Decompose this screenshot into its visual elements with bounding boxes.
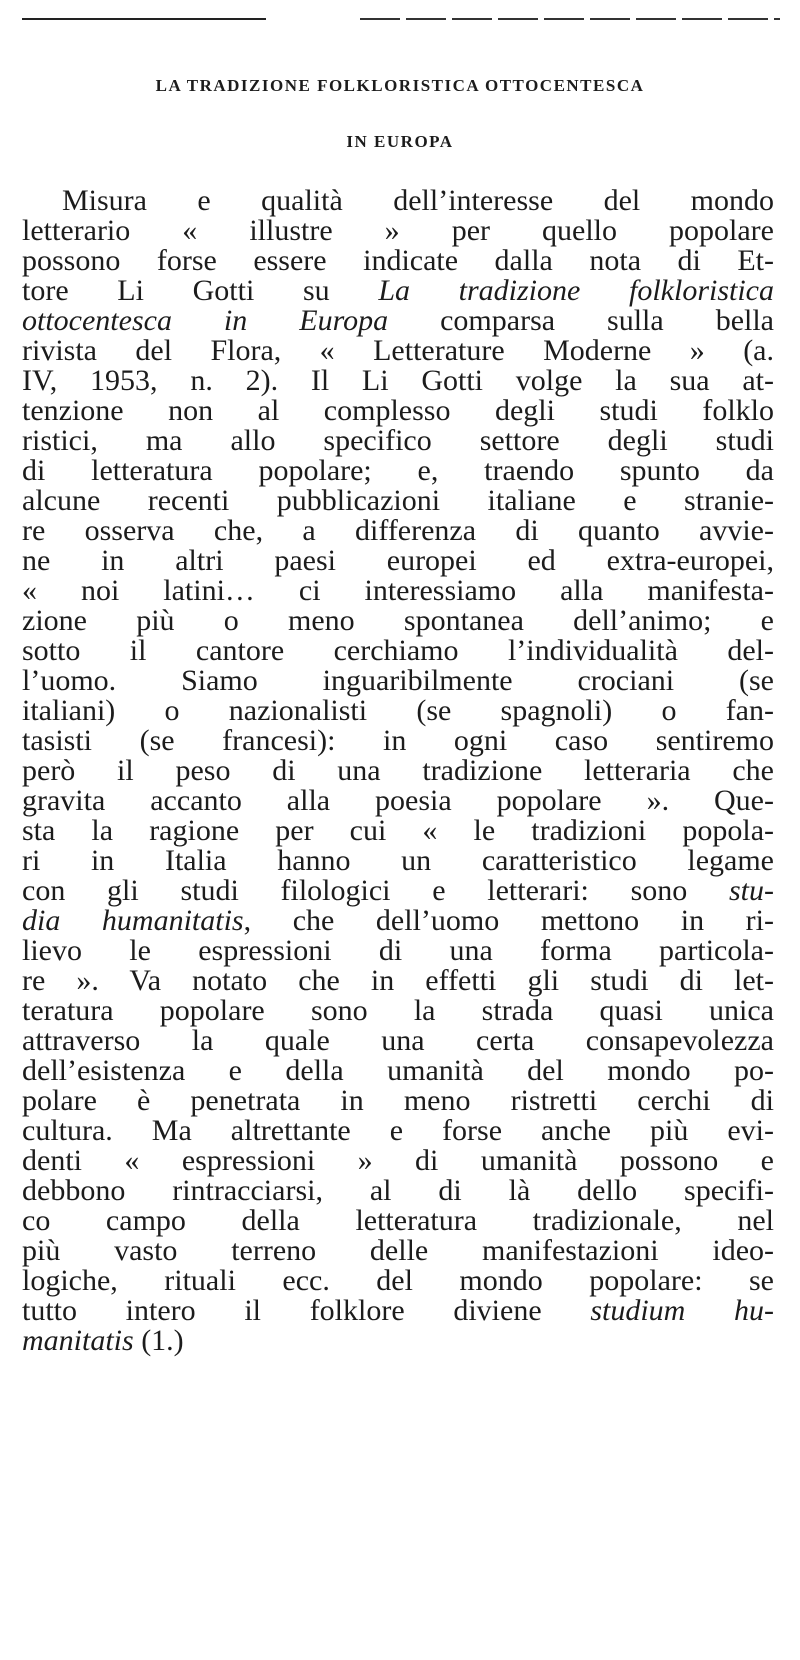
text-line [22, 516, 774, 546]
text-span: possono forse essere indicate dalla nota di Et- [22, 244, 774, 277]
text-line [22, 816, 774, 846]
text-line [22, 726, 774, 756]
text-line [22, 936, 774, 966]
text-span: polare è penetrata in meno ristretti cerchi di [22, 1084, 774, 1117]
text-line [22, 1056, 774, 1086]
text-line [22, 966, 774, 996]
italic-text-span: studium hu- [590, 1294, 775, 1327]
text-span: però il peso di una tradizione letteraria che [22, 754, 774, 787]
text-span: letterario « illustre » per quello popolare [22, 214, 774, 247]
body-paragraph [22, 186, 774, 1356]
italic-text-span: stu- [729, 874, 774, 907]
text-span: cultura. Ma altrettante e forse anche più evi- [22, 1114, 774, 1147]
text-span: tenzione non al complesso degli studi folklo [22, 394, 774, 427]
italic-text-span: ottocentesca in Europa [22, 304, 389, 337]
text-line [22, 756, 774, 786]
text-span: teratura popolare sono la strada quasi unica [22, 994, 774, 1027]
text-line [22, 576, 774, 606]
text-line [22, 1086, 774, 1116]
text-line [22, 786, 774, 816]
text-line [22, 396, 774, 426]
text-span: sotto il cantore cerchiamo l’individualità del- [22, 634, 774, 667]
text-line [22, 1116, 774, 1146]
text-line [22, 606, 774, 636]
text-span: debbono rintracciarsi, al di là dello specifi- [22, 1174, 774, 1207]
text-span: tasisti (se francesi): in ogni caso sentiremo [22, 724, 774, 757]
text-span: alcune recenti pubblicazioni italiane e stranie- [22, 484, 774, 517]
text-line [22, 546, 774, 576]
text-span: lievo le espressioni di una forma particola- [22, 934, 774, 967]
text-span: più vasto terreno delle manifestazioni ideo- [22, 1234, 774, 1267]
text-span: logiche, rituali ecc. del mondo popolare: se [22, 1264, 774, 1297]
text-span: denti « espressioni » di umanità possono e [22, 1144, 774, 1177]
top-rule-right [360, 18, 780, 20]
text-span: di letteratura popolare; e, traendo spunto da [22, 454, 774, 487]
top-rule-left [22, 18, 266, 20]
text-span: attraverso la quale una certa consapevolezza [22, 1024, 774, 1057]
text-line [22, 456, 774, 486]
text-line [22, 306, 774, 336]
text-span: Misura e qualità dell’interesse del mondo [62, 184, 774, 217]
text-line [22, 1146, 774, 1176]
text-span: ri in Italia hanno un caratteristico legame [22, 844, 774, 877]
text-line [22, 216, 774, 246]
text-span: « noi latini… ci interessiamo alla manifesta- [22, 574, 774, 607]
text-span: re osserva che, a differenza di quanto avvie- [22, 514, 774, 547]
text-span: (1.) [133, 1324, 184, 1357]
text-line [22, 186, 774, 216]
italic-text-span: manitatis [22, 1324, 134, 1357]
text-span: ristici, ma allo specifico settore degli studi [22, 424, 774, 457]
text-span: con gli studi filologici e letterari: sono [22, 874, 729, 907]
italic-text-span: La tradizione folkloristica [378, 274, 774, 307]
text-line [22, 906, 774, 936]
text-span: comparsa sulla bella [388, 304, 774, 337]
text-span: gravita accanto alla poesia popolare ». Que- [22, 784, 774, 817]
text-span: l’uomo. Siamo inguaribilmente crociani (se [22, 664, 774, 697]
italic-text-span: dia humanitatis [22, 904, 244, 937]
text-line [22, 486, 774, 516]
text-line [22, 846, 774, 876]
text-span: tore Li Gotti su [22, 274, 379, 307]
text-line [22, 276, 774, 306]
section-title-line-2: IN EUROPA [346, 132, 454, 151]
text-line [22, 366, 774, 396]
text-span: rivista del Flora, « Letterature Moderne » (a. [22, 334, 774, 367]
text-line [22, 696, 774, 726]
text-line [22, 246, 774, 276]
text-span: italiani) o nazionalisti (se spagnoli) o fan- [22, 694, 774, 727]
text-line [22, 1026, 774, 1056]
text-line [22, 636, 774, 666]
text-span: sta la ragione per cui « le tradizioni popola- [22, 814, 774, 847]
section-title-line-1: LA TRADIZIONE FOLKLORISTICA OTTOCENTESCA [155, 76, 645, 95]
text-line [22, 426, 774, 456]
text-line [22, 1266, 774, 1296]
text-line [22, 666, 774, 696]
text-line [22, 336, 774, 366]
text-span: re ». Va notato che in effetti gli studi di let- [22, 964, 774, 997]
text-span: , che dell’uomo mettono in ri- [243, 904, 774, 937]
text-line [22, 1236, 774, 1266]
text-line [22, 1206, 774, 1236]
text-line [22, 1326, 774, 1356]
text-line [22, 876, 774, 906]
text-line [22, 1176, 774, 1206]
text-span: co campo della letteratura tradizionale, nel [22, 1204, 774, 1237]
text-line [22, 996, 774, 1026]
text-span: ne in altri paesi europei ed extra-europei, [22, 544, 774, 577]
text-span: zione più o meno spontanea dell’animo; e [22, 604, 774, 637]
text-span: tutto intero il folklore diviene [22, 1294, 591, 1327]
text-span: dell’esistenza e della umanità del mondo po- [22, 1054, 774, 1087]
text-span: IV, 1953, n. 2). Il Li Gotti volge la sua at- [22, 364, 774, 397]
text-line [22, 1296, 774, 1326]
